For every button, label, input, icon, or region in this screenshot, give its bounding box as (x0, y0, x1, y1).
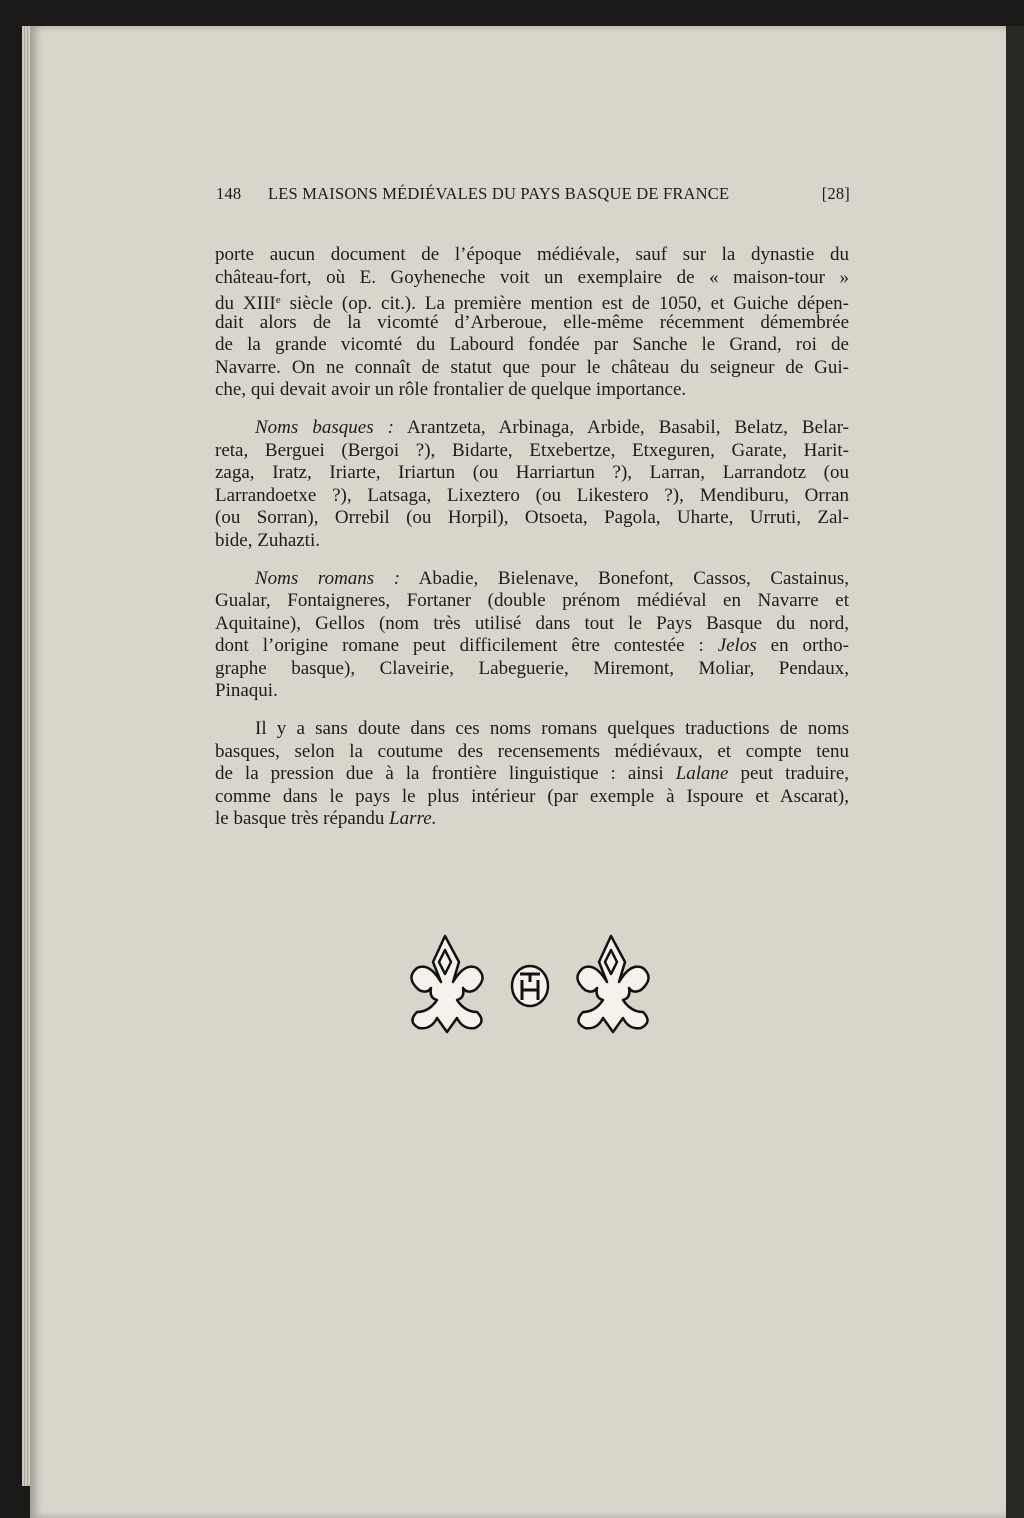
text-segment: en ortho- (756, 635, 849, 656)
text-segment: e (275, 294, 281, 306)
text-segment: Arantzeta, Arbinaga, Arbide, Basabil, Belatz, Belar- (394, 417, 849, 438)
text-segment: zaga, Iratz, Iriarte, Iriartun (ou Harriartun ?), Larran, Larrandotz (ou (215, 462, 849, 483)
text-line (215, 485, 849, 508)
text-segment: dont l’origine romane peut difficilement être contestée : (215, 635, 718, 656)
text-line (215, 289, 849, 312)
text-segment: Gualar, Fontaigneres, Fortaner (double prénom médiéval en Navarre et (215, 590, 849, 611)
italic-text: Jelos (717, 635, 757, 656)
text-line (215, 267, 849, 290)
text-segment: de la pression due à la frontière linguistique : ainsi (215, 763, 676, 784)
text-line (215, 590, 849, 613)
text-line (215, 244, 849, 267)
text-line (215, 786, 849, 809)
text-line (215, 334, 849, 357)
text-line (215, 507, 849, 530)
running-title: LES MAISONS MÉDIÉVALES DU PAYS BASQUE DE FRANCE (268, 184, 730, 203)
text-segment: porte aucun document de l’époque médiévale, sauf sur la dynastie du (215, 244, 849, 265)
text-segment: che, qui devait avoir un rôle frontalier de quelque importance. (215, 379, 687, 400)
paragraph (215, 244, 849, 402)
text-segment: Il y a sans doute dans ces noms romans quelques traductions de noms (255, 718, 849, 739)
text-line (215, 312, 849, 335)
body-text (215, 244, 849, 831)
text-segment: de la grande vicomté du Labourd fondée par Sanche le Grand, roi de (215, 334, 849, 355)
text-segment: comme dans le pays le plus intérieur (par exemple à Ispoure et Ascarat), (215, 785, 849, 807)
fleur-de-lis-ornament (405, 932, 655, 1042)
text-segment: château-fort, où E. Goyheneche voit un exemplaire de « maison-tour » (215, 266, 849, 288)
text-line (215, 613, 849, 636)
text-line (215, 530, 849, 553)
text-line (215, 658, 849, 681)
text-segment: Pinaqui. (215, 680, 278, 701)
text-segment: bide, Zuhazti. (215, 529, 320, 551)
text-line (215, 718, 849, 741)
text-segment: le basque très répandu (215, 808, 390, 829)
running-header (216, 184, 850, 204)
paragraph (215, 718, 849, 831)
text-segment: Aquitaine), Gellos (nom très utilisé dans tout le Pays Basque du nord, (215, 612, 849, 634)
text-segment: (ou Sorran), Orrebil (ou Horpil), Otsoeta, Pagola, Uharte, Urruti, Zal- (215, 507, 849, 528)
monogram-seal-icon (512, 966, 548, 1006)
text-segment: basques, selon la coutume des recensements médiévaux, et compte tenu (215, 740, 849, 762)
paragraph (215, 417, 849, 552)
binding-edge (1006, 26, 1024, 1518)
text-line (215, 568, 849, 591)
text-line (215, 741, 849, 764)
section-number: [28] (821, 184, 850, 203)
page-number: 148 (216, 184, 242, 203)
text-line (215, 357, 849, 380)
text-segment: Abadie, Bielenave, Bonefont, Cassos, Castainus, (400, 567, 849, 589)
text-segment: graphe basque), Claveirie, Labeguerie, Miremont, Moliar, Pendaux, (215, 657, 849, 679)
fleur-de-lis-icon (411, 936, 482, 1032)
text-segment: peut traduire, (728, 763, 849, 784)
italic-text: Larre. (389, 808, 437, 829)
text-segment: reta, Berguei (Bergoi ?), Bidarte, Etxebertze, Etxeguren, Garate, Harit- (215, 439, 849, 461)
text-line (215, 462, 849, 485)
text-line (215, 440, 849, 463)
text-line (215, 680, 849, 703)
text-segment: Larrandoetxe ?), Latsaga, Lixeztero (ou Likestero ?), Mendiburu, Orran (215, 484, 849, 506)
text-segment: Navarre. On ne connaît de statut que pour le château du seigneur de Gui- (215, 356, 849, 378)
text-line (215, 379, 849, 402)
text-line (215, 417, 849, 440)
text-line (215, 808, 849, 831)
text-line (215, 763, 849, 786)
italic-text: Noms basques : (255, 417, 394, 438)
italic-text: Lalane (675, 763, 729, 784)
text-segment: dait alors de la vicomté d’Arberoue, elle-même récemment démembrée (215, 311, 849, 333)
paragraph (215, 568, 849, 703)
italic-text: Noms romans : (255, 567, 401, 589)
text-segment: siècle (op. cit.). La première mention est de 1050, et Guiche dépen- (280, 293, 849, 314)
text-line (215, 635, 849, 658)
text-segment: du XIII (215, 293, 276, 314)
